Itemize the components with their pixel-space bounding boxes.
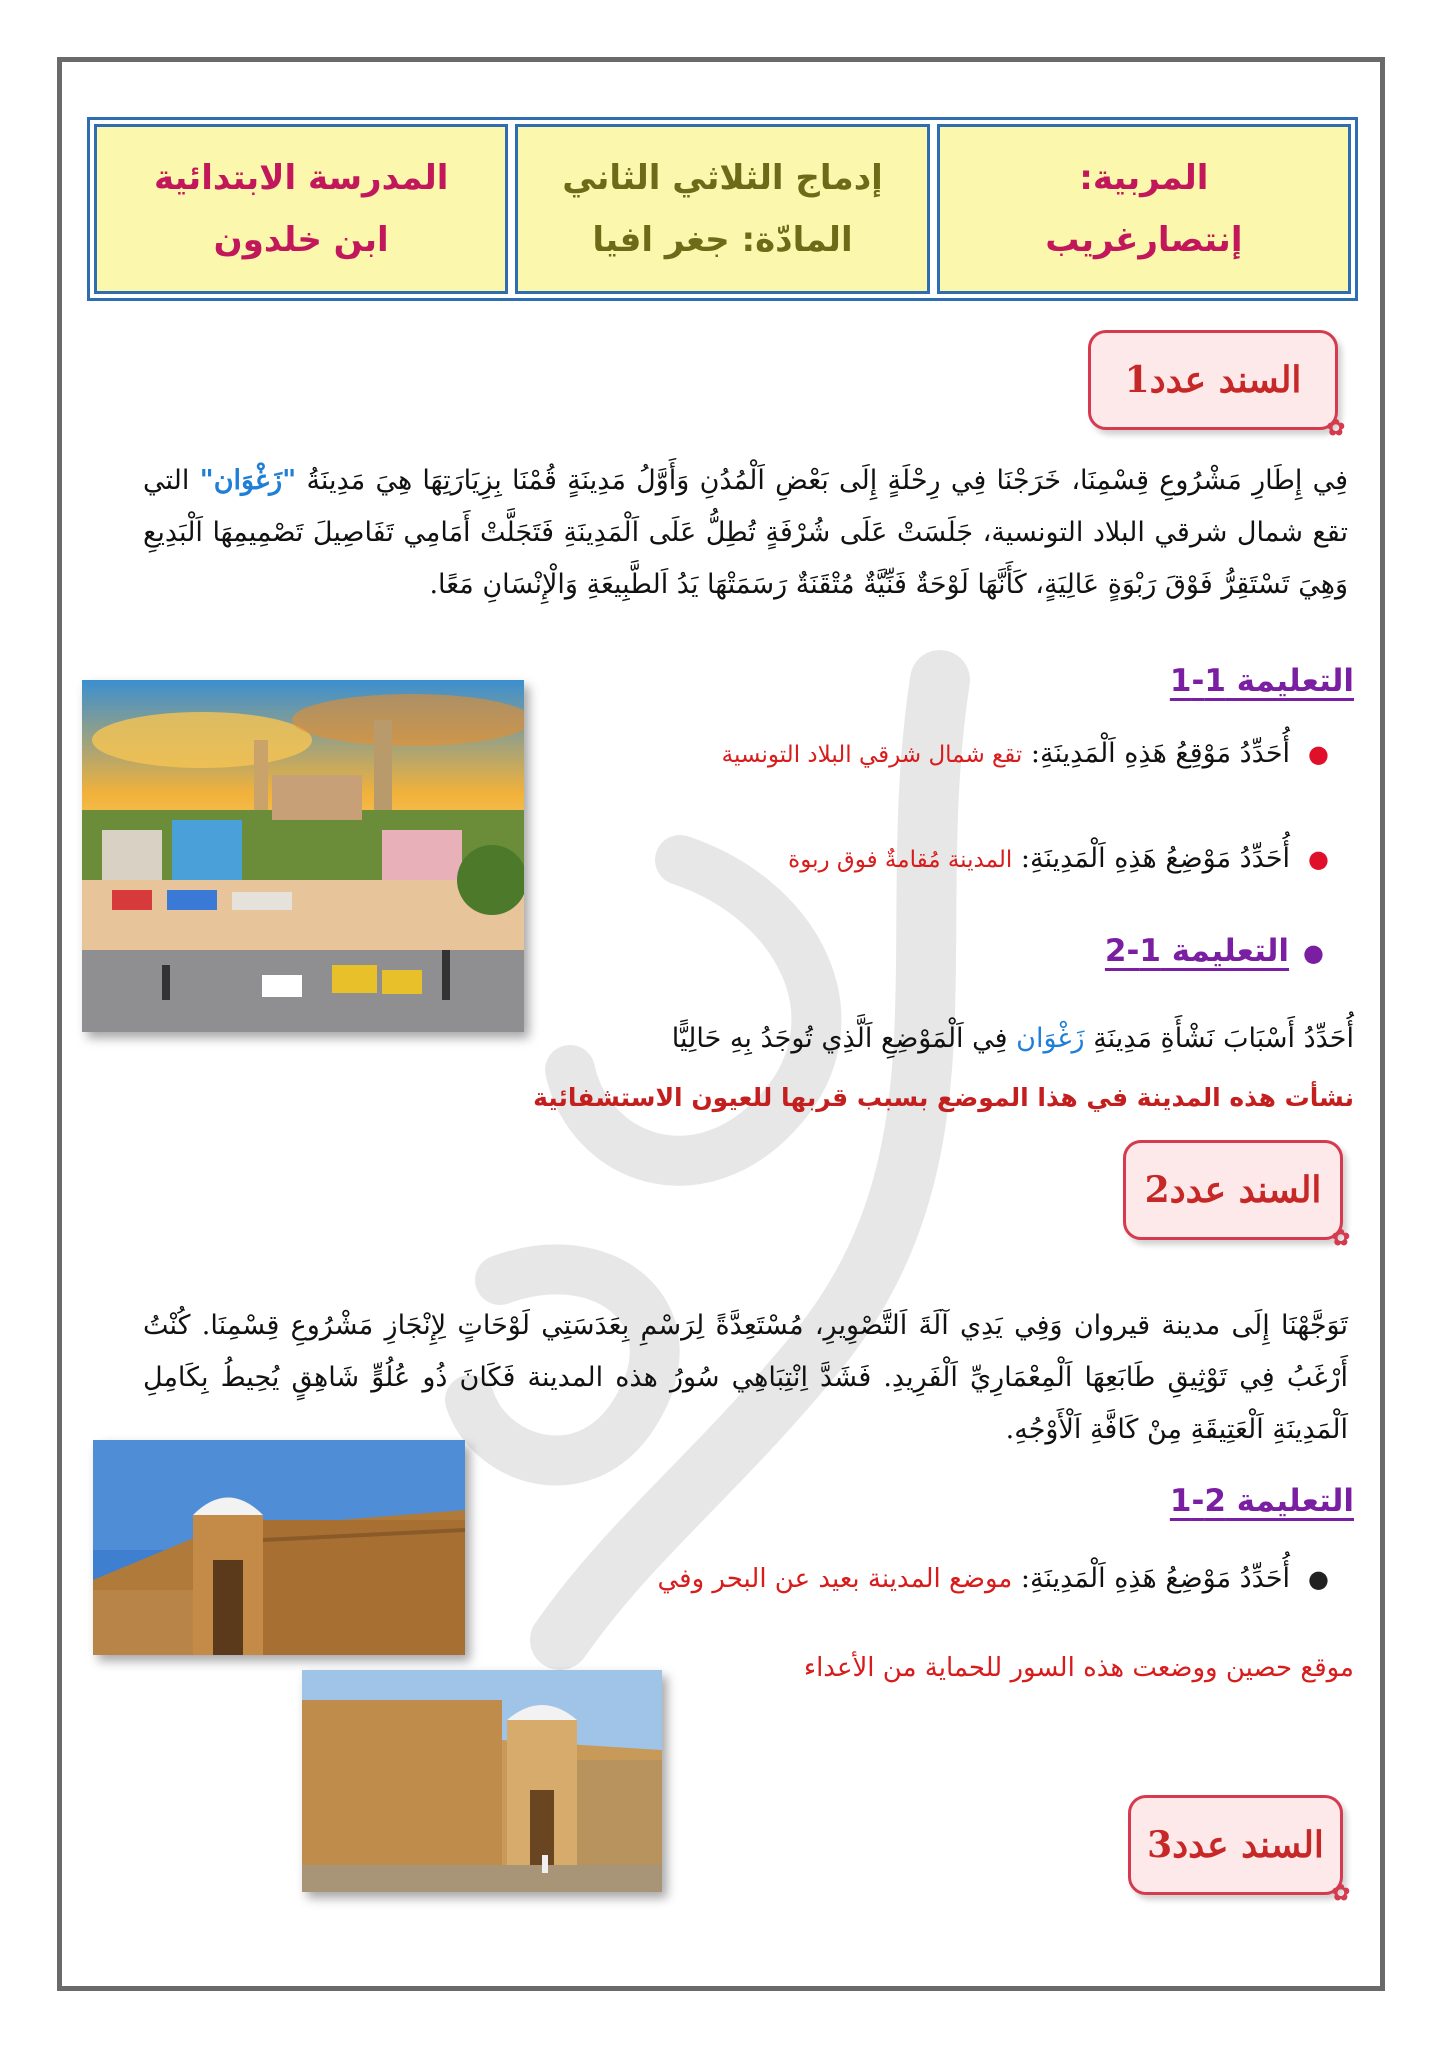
instruction-1-1-title: التعليمة 1-1 (1169, 663, 1354, 699)
doc1-q3-line (672, 1023, 1354, 1054)
integration-cell (515, 124, 929, 294)
doc3-title: السند عدد3 (1147, 1824, 1324, 1866)
instruction-1-2-label: التعليمة 1-2 (1104, 933, 1290, 969)
doc1-q1: أُحَدِّدُ مَوْقِعُ هَذِهِ اَلْمَدِينَةِ: (1030, 738, 1291, 769)
doc1-para-part1: فِي إِطَارِ مَشْرُوعِ قِسْمِنَا، خَرَجْنَا فِي رِحْلَةٍ إِلَى بَعْضِ اَلْمُدُنِ وَأَوَّلُ مَدِينَةٍ قُمْنَا بِزِيَارَتِهَا هِيَ مَدِينَةُ (306, 465, 1348, 496)
doc2-q1: أُحَدِّدُ مَوْضِعُ هَذِهِ اَلْمَدِينَةِ: (1020, 1563, 1291, 1594)
teacher-name: إنتصارغريب (1045, 220, 1243, 260)
teacher-cell (937, 124, 1351, 294)
school-label: المدرسة الابتدائية (153, 158, 449, 198)
doc1-a1: تقع شمال شرقي البلاد التونسية (721, 742, 1023, 768)
doc2-paragraph: تَوَجَّهْنَا إِلَى مدينة قيروان وَفِي يَدِي آلَةَ اَلتَّصْوِيرِ، مُسْتَعِدَّةً لِرَسْمِ بِعَدَسَتِي لَوْحَاتٍ لِإِنْجَازِ مَشْرُوعِ قِسْمِنَا. كُنْتُ أَرْغَبُ فِي تَوْثِيقِ طَابَعِهَا اَلْمِعْمَارِيِّ اَلْفَرِيدِ. فَشَدَّ اِنْتِبَاهِي سُورُ هذه المدينة فَكَانَ ذُو عُلُوٍّ شَاهِقٍ يُحِيطُ بِكَامِلِ اَلْمَدِينَةِ اَلْعَتِيقَةِ مِنْ كَافَّةِ اَلْأَوْجُهِ. (143, 1310, 1348, 1445)
doc1-q2-line (788, 843, 1329, 874)
teacher-label: المربية: (1079, 158, 1209, 198)
doc1-q2: أُحَدِّدُ مَوْضِعُ هَذِهِ اَلْمَدِينَةِ: (1020, 843, 1291, 874)
doc3-title-box (1128, 1795, 1350, 1906)
bullet-icon: ● (1308, 740, 1329, 768)
doc1-title: السند عدد1 (1124, 359, 1302, 401)
bullet-icon: ● (1308, 845, 1329, 873)
integration-title: إدماج الثلاثي الثاني (562, 158, 883, 198)
subject-label: المادّة: جغر افيا (592, 220, 853, 260)
zaghouan-photo (82, 680, 524, 1032)
doc1-q3-highlight: زَغْوَان (1016, 1023, 1085, 1054)
bullet-icon: ● (1303, 939, 1324, 967)
ribbon-icon: ✿ (1331, 1880, 1350, 1906)
doc1-title-box (1088, 330, 1345, 441)
doc1-a3: نشأت هذه المدينة في هذا الموضع بسبب قربها للعيون الاستشفائية (533, 1083, 1354, 1112)
kairouan-wall-photo-2 (302, 1670, 662, 1892)
doc1-para-highlight: "زَغْوَان" (199, 465, 297, 496)
doc2-a1: موضع المدينة بعيد عن البحر وفي (657, 1564, 1013, 1594)
doc1-q3-part1: أُحَدِّدُ أَسْبَابَ نَشْأَةِ مَدِينَةِ (1093, 1023, 1354, 1054)
school-name: ابن خلدون (213, 220, 389, 260)
ribbon-icon: ✿ (1326, 415, 1345, 441)
instruction-1-2-title (1105, 933, 1324, 969)
instruction-2-1-title: التعليمة 2-1 (1169, 1483, 1354, 1519)
header-table (87, 117, 1358, 301)
kairouan-wall-photo-1 (93, 1440, 465, 1655)
doc2-q1-line (658, 1563, 1330, 1594)
doc2-a1-continued: موقع حصين ووضعت هذه السور للحماية من الأعداء (803, 1653, 1354, 1683)
ribbon-icon: ✿ (1331, 1225, 1350, 1251)
doc1-para-part2: التي تقع شمال شرقي البلاد التونسية، جَلَسَتْ عَلَى شُرْفَةٍ تُطِلُّ عَلَى اَلْمَدِينَةِ فَتَجَلَّتْ أَمَامِي تَفَاصِيلَ تَصْمِيمِهَا اَلْبَدِيعِ وَهِيَ تَسْتَقِرُّ فَوْقَ رَبْوَةٍ عَالِيَةٍ، كَأَنَّهَا لَوْحَةٌ فَنِّيَّةٌ مُتْقَنَةٌ رَسَمَتْهَا يَدُ اَلطَّبِيعَةِ وَالْإِنْسَانِ مَعًا. (143, 465, 1348, 600)
doc1-q3-part2: فِي اَلْمَوْضِعِ اَلَّذِي تُوجَدُ بِهِ حَالِيًّا (671, 1023, 1008, 1054)
doc1-a2: المدينة مُقامةٌ فوق ربوة (788, 847, 1013, 873)
school-cell (94, 124, 508, 294)
doc2-title-box (1123, 1140, 1350, 1251)
bullet-icon: ● (1308, 1565, 1329, 1593)
doc1-paragraph (143, 455, 1348, 611)
doc1-q1-line (722, 738, 1329, 769)
doc2-title: السند عدد2 (1144, 1169, 1322, 1211)
